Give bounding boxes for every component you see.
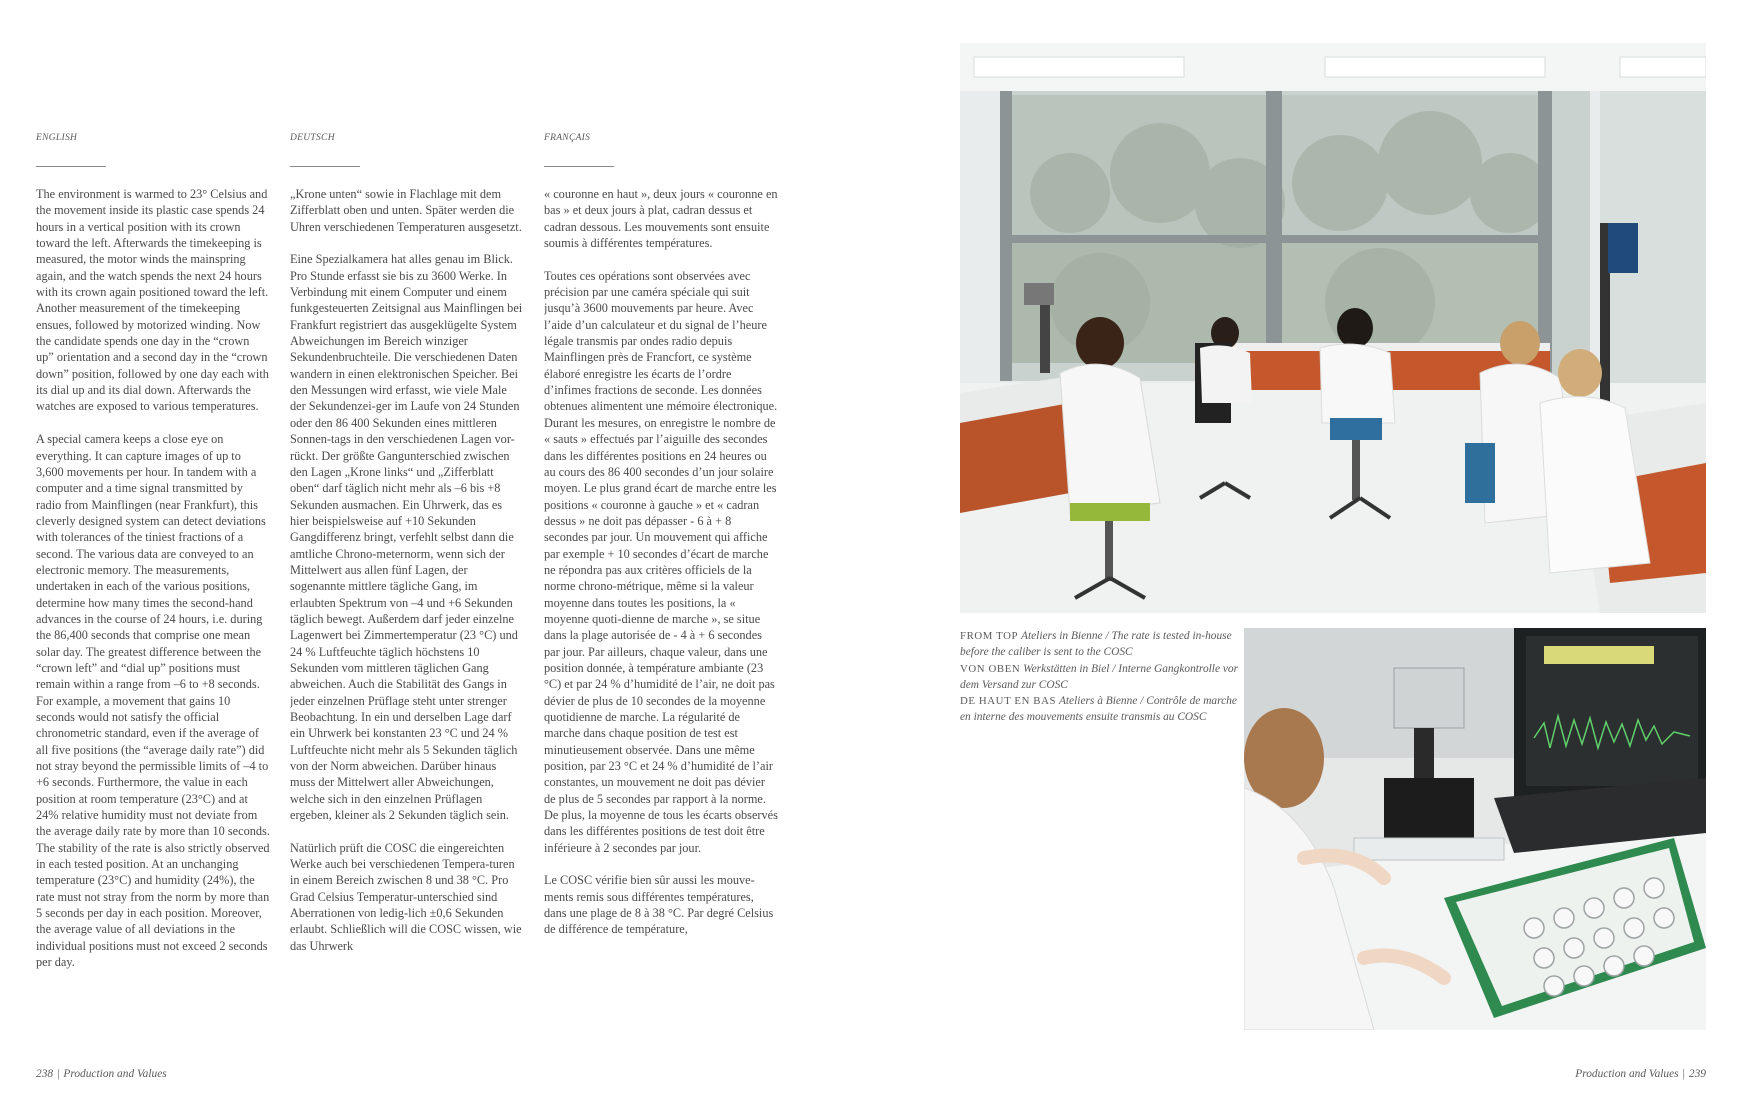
testing-bench-illustration: [1244, 628, 1706, 1030]
rate-testing-bench-photo: [1244, 628, 1706, 1030]
language-label-francais: FRANÇAIS: [544, 133, 591, 143]
footer-left: [36, 1068, 167, 1080]
paragraph: Natürlich prüft die COSC die eingereichten Werke auch bei verschiedenen Tempera-turen in einem Bereich zwischen 8 und 38 °C. Pro Grad Celsius Temperatur-unterschied sind Aberrationen von ledig-lich ±0,6 Sekunden erlaubt. Schließlich will die COSC wissen, wie das Uhrwerk: [290, 840, 522, 953]
paragraph: A special camera keeps a close eye on everything. It can capture images of up to 3,600 movements per hour. In tandem with a computer and a time signal transmitted by radio from Mainflingen (near Frankfurt), this cleverly designed system can detect deviations with tolerances of the tiniest fractions of a second. The various data are conveyed to an electronic memory. The measurements, undertaken in each of the various positions, determine how many times the second-hand advances in the course of 24 hours, i.e. during the 86,400 seconds that comprise one mean solar day. The greatest difference between the “crown left” and “dial up” positions must remain within a range from –6 to +8 seconds. For example, a movement that gains 10 seconds would not satisfy the official chronometric standard, even if the average of all five positions (the “average daily rate”) did not stray beyond the permissible limits of –4 to +6 seconds. Furthermore, the value in each position at room temperature (23°C) and at 24% relative humidity must not deviate from the average daily rate by more than 10 seconds. The stability of the rate is also strictly observed in each tested position. At an unchanging temperature (23°C) and humidity (24%), the rate must not stray from the norm by more than 5 seconds per day in each position. Moreover, the average value of all deviations in the individual positions must not exceed 2 seconds per day.: [36, 432, 270, 970]
caption-text: Ateliers in Bienne / The rate is tested in-house before the caliber is sent to the COSC: [960, 630, 1232, 659]
section-title-left: Production and Values: [63, 1068, 167, 1080]
label-rule: [290, 166, 360, 167]
label-rule: [544, 166, 614, 167]
lab-illustration: [960, 43, 1706, 613]
caption-lead: DE HAUT EN BAS: [960, 695, 1057, 708]
paragraph: « couronne en haut », deux jours « couronne en bas » et deux jours à plat, cadran dessus et cadran dessous. Les mouvements sont ensuite soumis à différentes températures.: [544, 187, 778, 251]
footer-separator: |: [57, 1068, 60, 1080]
page-number-right: 239: [1688, 1068, 1706, 1080]
caption-lead: FROM TOP: [960, 630, 1019, 642]
body-text-deutsch: [290, 186, 524, 1038]
photo-caption: [960, 628, 1250, 726]
caption-line-francais: [960, 693, 1250, 726]
paragraph: Toutes ces opérations sont observées avec précision par une caméra spéciale qui suit jusqu’à 3600 mouvements par heure. Avec l’aide d’un calculateur et du signal de l’heure légale transmis par ondes radio depuis Mainflingen près de Francfort, ce système élaboré enregistre les écarts de l’ordre d’infimes fractions de seconde. Les données obtenues alimentent une mémoire électronique. Durant les mesures, on enregistre le nombre de « sauts » effectués par l’aiguille des secondes dans les différentes positions en 24 heures ou au cours des 86 400 secondes d’un jour solaire moyen. Le plus grand écart de marche entre les positions « couronne à gauche » et « cadran dessus » ne doit pas dépasser - 6 à + 8 secondes par jour. Un mouvement qui affiche par exemple + 10 secondes d’écart de marche ne répondra pas aux critères officiels de la norme chrono-métrique, même si la valeur moyenne dans toutes les positions, la « moyenne quoti-dienne de marche », se situe dans la plage autorisée de - 4 à + 6 secondes par jour. Par ailleurs, chaque valeur, dans une position donnée, à température ambiante (23 °C) et par 24 % d’humidité de l’air, ne doit pas dévier de plus de 10 secondes de la moyenne quotidienne de marche. La régularité de marche dans chaque position de test est minutieusement observée. Dans une même position, par 23 °C et 24 % d’humidité de l’air constantes, un mouvement ne doit pas dévier de plus de 5 secondes par rapport à la norme. De plus, la moyenne de tous les écarts observés dans les différentes positions de test doit être inférieure à 2 secondes par jour.: [544, 268, 778, 855]
caption-line-deutsch: [960, 661, 1250, 694]
paragraph: Le COSC vérifie bien sûr aussi les mouve-ments remis sous différentes températures, dans une plage de 8 à 38 °C. Par degré Celsius de différence de température,: [544, 873, 774, 937]
watchmaking-lab-photo: [960, 43, 1706, 613]
body-text-francais: [544, 186, 778, 1038]
paragraph: The environment is warmed to 23° Celsius and the movement inside its plastic case spends 24 hours in a vertical position with its crown toward the left. Afterwards the timekeeping is measured, the motor winds the mainspring again, and the watch spends the next 24 hours with its crown again positioned toward the left. Another measurement of the timekeeping ensues, followed by motorized winding. Now the candidate spends one day in the “crown up” orientation and a second day in the “crown down” position, followed by one day each with its dial up and its dial down. Afterwards the watches are exposed to various temperatures.: [36, 187, 269, 414]
caption-text: Werkstätten in Biel / Interne Gangkontrolle vor dem Versand zur COSC: [960, 662, 1239, 691]
page-number-left: 238: [36, 1068, 54, 1080]
section-title-right: Production and Values: [1575, 1068, 1679, 1080]
footer-right: [1575, 1068, 1706, 1080]
label-rule: [36, 166, 106, 167]
caption-text: Ateliers à Bienne / Contrôle de marche en interne des mouvements ensuite transmis au COSC: [960, 695, 1237, 724]
body-text-english: [36, 186, 270, 1038]
paragraph: „Krone unten“ sowie in Flachlage mit dem Zifferblatt oben und unten. Später werden die Uhren verschiedenen Temperaturen ausgesetzt.: [290, 187, 522, 234]
caption-lead: VON OBEN: [960, 662, 1021, 675]
language-label-english: ENGLISH: [36, 133, 78, 143]
paragraph: Eine Spezialkamera hat alles genau im Blick. Pro Stunde erfasst sie bis zu 3600 Werke. In Verbindung mit einem Computer und einem funkgesteuerten Zeitsignal aus Mainflingen bei Frankfurt registriert das ausgeklügelte System Abweichungen im Bereich winziger Sekundenbruchteile. Die verschiedenen Daten wandern in einen elektronischen Speicher. Bei den Messungen wird erfasst, wie viele Male der Sekundenzei-ger im Laufe von 24 Stunden oder den 86 400 Sekunden eines mittleren Sonnen-tags in den verschiedenen Lagen vor-rückt. Der größte Gangunterschied zwischen den Lagen „Krone links“ und „Zifferblatt oben“ darf täglich nicht mehr als –6 bis +8 Sekunden ausmachen. Ein Uhrwerk, das es hier beispielsweise auf +10 Sekunden Gangdifferenz bringt, verfehlt selbst dann die amtliche Chrono-meternorm, wenn sich der Mittelwert aus allen fünf Lagen, der sogenannte mittlere tägliche Gang, im erlaubten Spektrum von –4 und +6 Sekunden täglich bewegt. Außerdem darf jeder einzelne Lagenwert bei Zimmertemperatur (23 °C) und 24 % Luftfeuchte täglich höchstens 10 Sekunden vom mittleren täglichen Gang abweichen. Auch die Stabilität des Gangs in jeder einzelnen Prüflage steht unter strenger Beobachtung. In ein und derselben Lage darf ein Uhrwerk bei konstanten 23 °C und 24 % Luftfeuchte nicht mehr als 5 Sekunden täglich von der Norm abweichen. Darüber hinaus muss der Mittelwert aller Abweichungen, welche sich in den einzelnen Prüflagen ergeben, kleiner als 2 Sekunden täglich sein.: [290, 252, 523, 823]
footer-separator: |: [1682, 1068, 1685, 1080]
caption-line-english: [960, 628, 1250, 661]
language-label-deutsch: DEUTSCH: [290, 133, 335, 143]
